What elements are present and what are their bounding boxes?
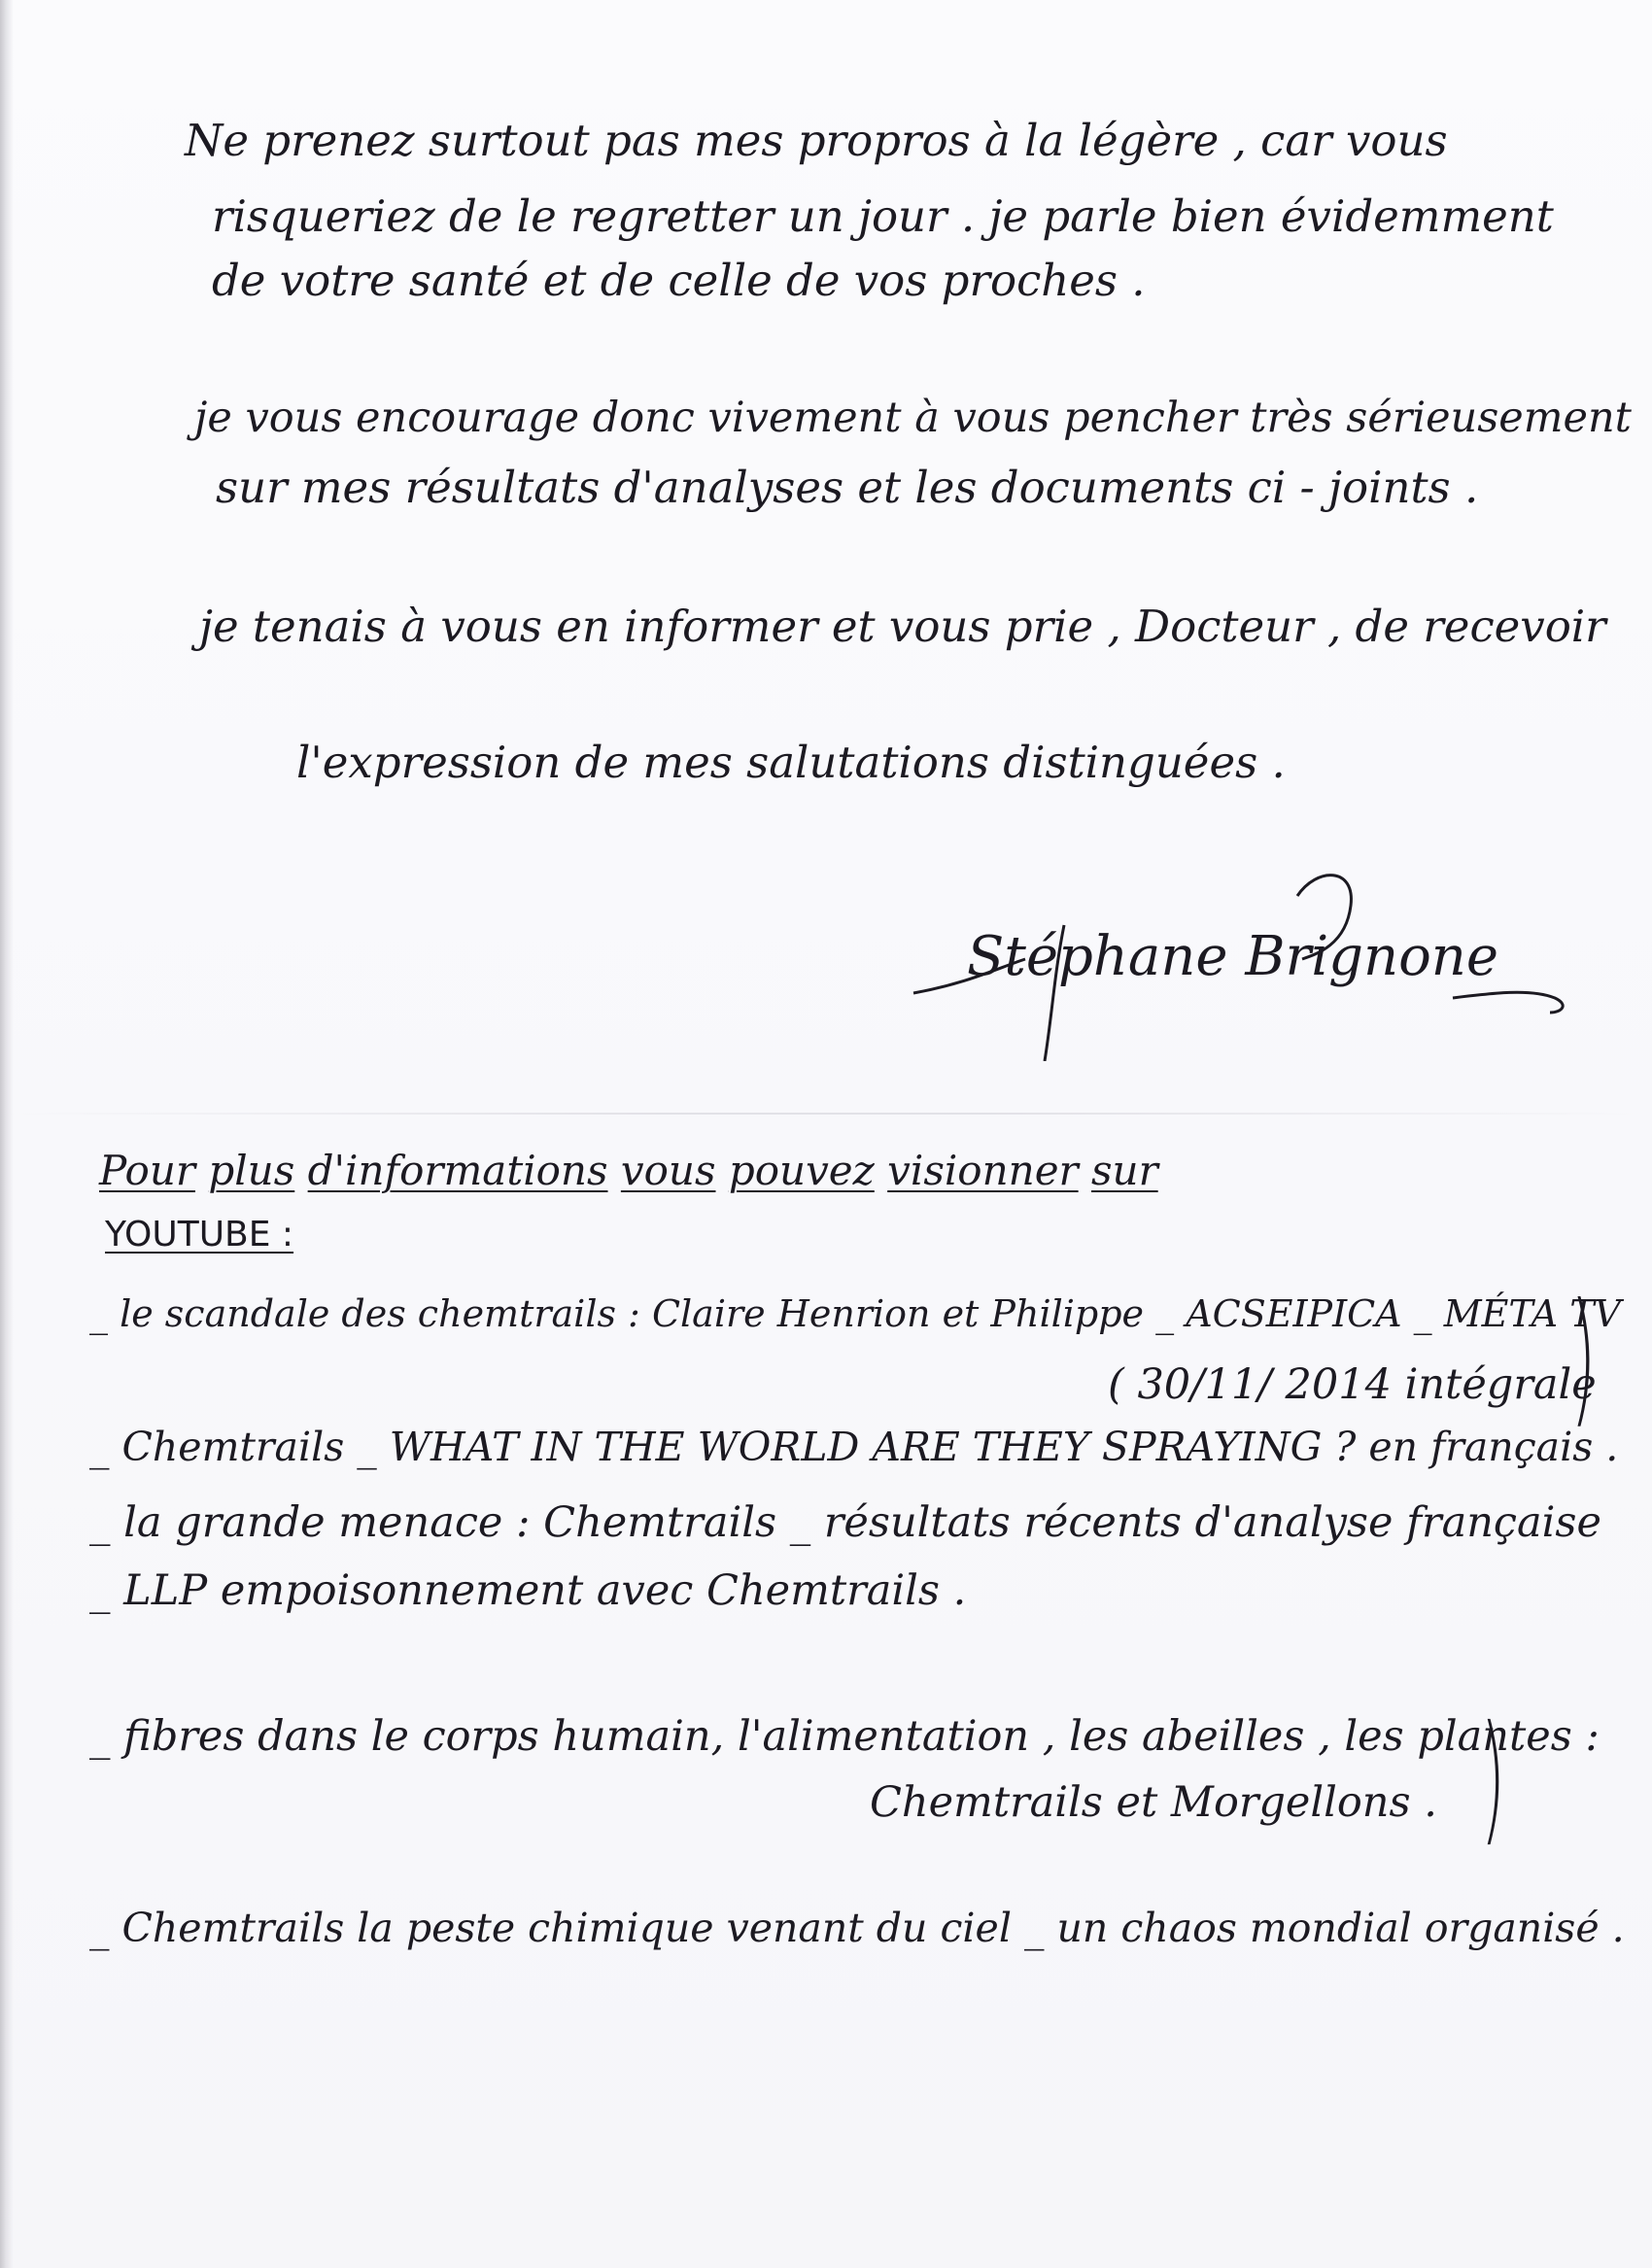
heading-word-2: plus <box>208 1147 295 1194</box>
heading-word-4: vous <box>620 1147 716 1194</box>
resources-heading <box>99 1147 1158 1194</box>
heading-word-1: Pour <box>99 1147 195 1194</box>
paragraph-1-line-3: de votre santé et de celle de vos proches . <box>212 255 1146 306</box>
heading-word-6: visionner <box>887 1147 1079 1194</box>
youtube-label <box>105 1215 293 1254</box>
list-item-1: _ le scandale des chemtrails : Claire Henrion et Philippe _ ACSEIPICA _ MÉTA TV <box>89 1292 1621 1335</box>
closing-salutation: l'expression de mes salutations distinguées . <box>296 737 1286 788</box>
list-item-5: _ fibres dans le corps humain, l'alimentation , les abeilles , les plantes : <box>89 1712 1600 1761</box>
heading-word-7: sur <box>1090 1147 1158 1194</box>
paragraph-1-line-2: risqueriez de le regretter un jour . je parle bien évidemment <box>212 190 1554 242</box>
heading-word-5: pouvez <box>728 1147 875 1194</box>
paragraph-3-line-1: je tenais à vous en informer et vous prie , Docteur , de recevoir <box>199 601 1606 652</box>
signature <box>909 867 1579 1061</box>
youtube-label-text: YOUTUBE : <box>105 1215 294 1254</box>
list-item-6: _ Chemtrails la peste chimique venant du ciel _ un chaos mondial organisé . <box>89 1905 1625 1951</box>
list-item-3: _ la grande menace : Chemtrails _ résultats récents d'analyse française <box>89 1498 1601 1547</box>
paragraph-1-line-1: Ne prenez surtout pas mes propros à la légère , car vous <box>185 115 1448 166</box>
list-item-4: _ LLP empoisonnement avec Chemtrails . <box>89 1566 967 1615</box>
closing-bracket-2: ) <box>1480 1696 1506 1860</box>
list-item-1-continuation: ( 30/11/ 2014 intégrale <box>1108 1360 1597 1409</box>
list-item-2: _ Chemtrails _ WHAT IN THE WORLD ARE THEY SPRAYING ? en français . <box>89 1424 1619 1470</box>
paragraph-2-line-1: je vous encourage donc vivement à vous pencher très sérieusement <box>194 394 1632 442</box>
signature-text: Stéphane Brignone <box>967 925 1498 988</box>
closing-bracket-1: ) <box>1570 1273 1597 1442</box>
paper-fold-line <box>0 1113 1652 1115</box>
paragraph-2-line-2: sur mes résultats d'analyses et les documents ci - joints . <box>216 462 1479 513</box>
page-edge-shadow <box>0 0 14 2268</box>
heading-word-3: d'informations <box>307 1147 608 1194</box>
list-item-5-continuation: Chemtrails et Morgellons . <box>870 1778 1437 1827</box>
